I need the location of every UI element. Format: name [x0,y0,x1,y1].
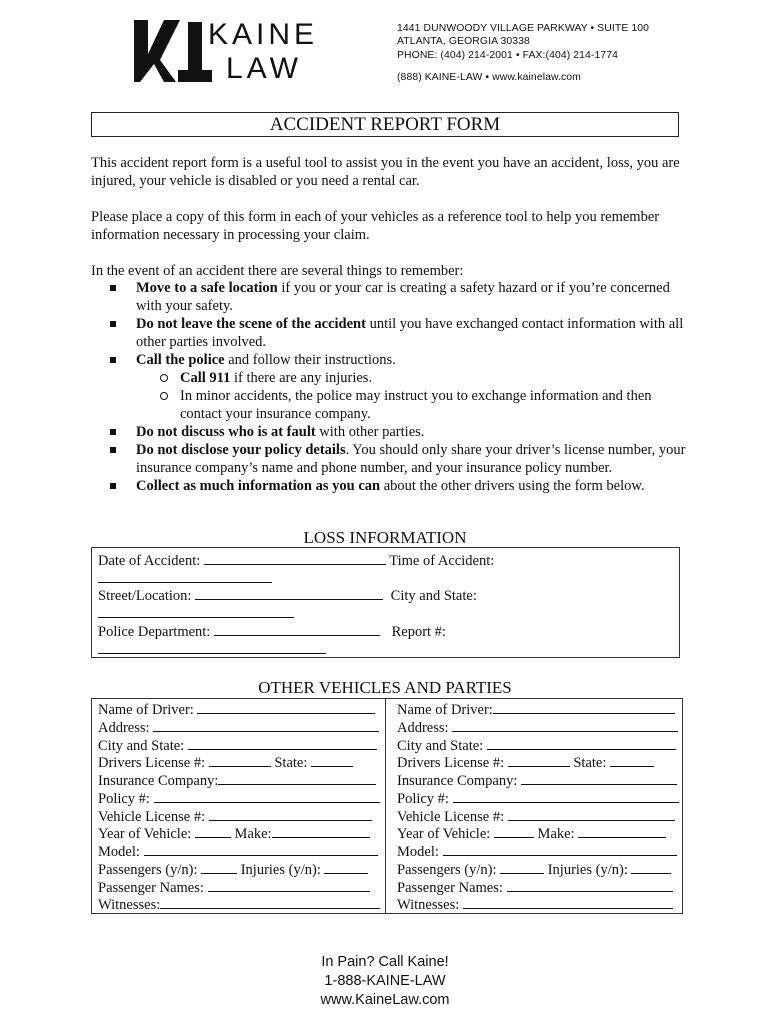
street-location-field[interactable] [195,586,383,600]
model-row [397,842,677,860]
make-field[interactable] [272,824,370,838]
kl-logo-icon [134,20,212,82]
passengers-label: Passengers (y/n): [397,862,497,878]
police-department-label: Police Department: [98,624,211,640]
insurance-company-field[interactable] [218,771,376,785]
vehicle-license-field[interactable] [508,807,675,821]
reminder-bold: Do not discuss who is at fault [136,424,316,440]
logo-word-kaine: KAINE [208,18,319,51]
injuries-field[interactable] [324,860,368,874]
passenger-names-row [397,878,673,896]
reminder-item [110,315,690,351]
form-title: ACCIDENT REPORT FORM [91,112,679,137]
address-line-2: ATLANTA, GEORGIA 30338 [397,36,530,48]
kaine-law-logo [134,20,334,84]
sub-item [136,369,690,387]
insurance-company-label: Insurance Company: [397,773,518,789]
name-of-driver-row [397,700,675,718]
reminder-text: and follow their instructions. [224,352,396,368]
reminder-text: about the other drivers using the form below. [380,478,645,494]
drivers-license-row [397,753,654,771]
footer-website: www.KaineLaw.com [320,992,450,1008]
reminder-item [110,423,690,441]
other-vehicles-heading: OTHER VEHICLES AND PARTIES [258,678,512,697]
reminder-bold: Do not leave the scene of the accident [136,316,366,332]
city-state-row [98,736,377,754]
phone-fax-line: PHONE: (404) 214-2001 • FAX:(404) 214-1774 [397,49,618,61]
intro-paragraph-3: In the event of an accident there are several things to remember: [91,263,464,279]
circle-bullet-icon [160,374,168,382]
reminder-item [110,477,690,495]
policy-number-label: Policy #: [397,791,449,807]
city-state-label: City and State: [98,738,185,754]
address-label: Address: [397,720,449,736]
insurance-company-row [397,771,677,789]
name-of-driver-label: Name of Driver: [98,702,194,718]
name-of-driver-row [98,700,375,718]
passengers-row [397,860,671,878]
year-of-vehicle-label: Year of Vehicle: [98,826,192,842]
witnesses-field[interactable] [160,895,380,909]
address-line-1: 1441 DUNWOODY VILLAGE PARKWAY • SUITE 100 [397,23,650,34]
address-field[interactable] [452,718,678,732]
vehicle-license-row [98,807,372,825]
footer-contact [0,953,770,1010]
reminder-bold: Call the police [136,352,225,368]
intro-paragraph-1: This accident report form is a useful tool to assist you in the event you have an accident, loss, you are injured, your vehicle is disabled or you need a rental car. [91,155,680,189]
address-field[interactable] [153,718,379,732]
witnesses-label: Witnesses: [397,897,460,913]
model-field[interactable] [144,842,378,856]
policy-number-row [98,789,380,807]
state-label: State: [573,755,607,771]
passenger-names-label: Passenger Names: [397,880,503,896]
passenger-names-label: Passenger Names: [98,880,204,896]
sub-item [136,387,690,423]
vehicle-license-label: Vehicle License #: [397,809,505,825]
year-of-vehicle-field[interactable] [195,824,231,838]
party-column-2 [391,699,684,913]
firm-address-block [397,22,649,85]
city-state-field[interactable] [188,736,377,750]
state-label: State: [274,755,308,771]
other-vehicles-table [91,698,683,914]
make-field[interactable] [578,824,666,838]
passenger-names-field[interactable] [507,878,673,892]
street-location-label: Street/Location: [98,588,192,604]
passengers-row [98,860,368,878]
name-of-driver-field[interactable] [493,700,675,714]
passenger-names-row [98,878,370,896]
model-label: Model: [397,844,439,860]
passenger-names-field[interactable] [208,878,370,892]
drivers-license-field[interactable] [508,753,570,767]
state-field[interactable] [610,753,654,767]
logo-word-law: LAW [226,52,302,85]
injuries-label: Injuries (y/n): [240,862,321,878]
city-state-row [397,736,676,754]
time-of-accident-label: Time of Accident: [389,553,495,569]
sub-bold: Call 911 [180,370,231,386]
reminder-bold: Move to a safe location [136,280,278,296]
drivers-license-label: Drivers License #: [397,755,505,771]
footer-phone: 1-888-KAINE-LAW [324,973,446,989]
name-of-driver-label: Name of Driver: [397,702,493,718]
model-field[interactable] [443,842,677,856]
square-bullet-icon [110,429,116,435]
year-make-row [397,824,666,842]
city-state-label: City and State: [397,738,484,754]
insurance-company-label: Insurance Company: [98,773,219,789]
police-sub-list [136,369,690,423]
city-state-field[interactable] [487,736,676,750]
reminder-item [110,351,690,423]
date-of-accident-field[interactable] [204,551,386,565]
make-label: Make: [234,826,272,842]
police-department-row [98,622,446,641]
date-of-accident-label: Date of Accident: [98,553,201,569]
witnesses-row [98,895,380,913]
party-column-1 [92,699,386,913]
reminder-text: until you have exchanged contact information with all other parties involved. [136,316,684,350]
witnesses-field[interactable] [463,895,673,909]
year-make-row [98,824,370,842]
insurance-company-field[interactable] [521,771,677,785]
witnesses-label: Witnesses: [98,897,161,913]
square-bullet-icon [110,447,116,453]
address-row [397,718,678,736]
report-number-continuation [98,640,326,659]
year-of-vehicle-label: Year of Vehicle: [397,826,491,842]
address-label: Address: [98,720,150,736]
vehicle-license-row [397,807,675,825]
state-field[interactable] [311,753,353,767]
policy-number-label: Policy #: [98,791,150,807]
street-location-row [98,586,477,605]
circle-bullet-icon [160,392,168,400]
reminder-text: . You should only share your driver’s license number, your insurance company’s name and phone number, and your insurance policy number. [136,442,686,476]
witnesses-row [397,895,673,913]
reminder-text: if you or your car is creating a safety hazard or if you’re concerned with your safety. [136,280,670,314]
city-state-label: City and State: [390,588,477,604]
sub-text: In minor accidents, the police may instruct you to exchange information and then contact your insurance company. [180,388,652,422]
drivers-license-row [98,753,353,771]
reminder-bold: Collect as much information as you can [136,478,381,494]
time-of-accident-field[interactable] [98,569,272,583]
make-label: Make: [537,826,575,842]
report-number-field[interactable] [98,640,326,654]
square-bullet-icon [110,483,116,489]
police-department-field[interactable] [214,622,380,636]
vehicle-license-label: Vehicle License #: [98,809,206,825]
reminder-list [110,279,690,495]
reminder-item [110,441,690,477]
vehicle-license-field[interactable] [209,807,372,821]
name-of-driver-field[interactable] [197,700,375,714]
policy-number-row [397,789,679,807]
reminder-item [110,279,690,315]
year-of-vehicle-field[interactable] [494,824,534,838]
model-row [98,842,378,860]
reminder-bold: Do not disclose your policy details [136,442,346,458]
policy-number-field[interactable] [154,789,380,803]
intro-paragraph-2: Please place a copy of this form in each of your vehicles as a reference tool to help you remember information necessary in processing your claim. [91,209,660,243]
policy-number-field[interactable] [453,789,679,803]
sub-text: if there are any injuries. [230,370,373,386]
injuries-label: Injuries (y/n): [547,862,628,878]
footer-tagline: In Pain? Call Kaine! [321,954,449,970]
square-bullet-icon [110,285,116,291]
passengers-label: Passengers (y/n): [98,862,198,878]
square-bullet-icon [110,357,116,363]
passengers-field[interactable] [201,860,237,874]
address-row [98,718,379,736]
city-state-field[interactable] [98,604,294,618]
injuries-field[interactable] [631,860,671,874]
loss-information-heading: LOSS INFORMATION [303,528,467,547]
insurance-company-row [98,771,376,789]
model-label: Model: [98,844,140,860]
report-number-label: Report #: [391,624,446,640]
loss-information-box [91,547,680,658]
drivers-license-field[interactable] [209,753,271,767]
reminder-text: with other parties. [315,424,425,440]
passengers-field[interactable] [500,860,544,874]
web-line: (888) KAINE-LAW • www.kainelaw.com [397,72,581,84]
square-bullet-icon [110,321,116,327]
drivers-license-label: Drivers License #: [98,755,206,771]
date-of-accident-row [98,551,494,570]
city-state-continuation [98,604,294,623]
